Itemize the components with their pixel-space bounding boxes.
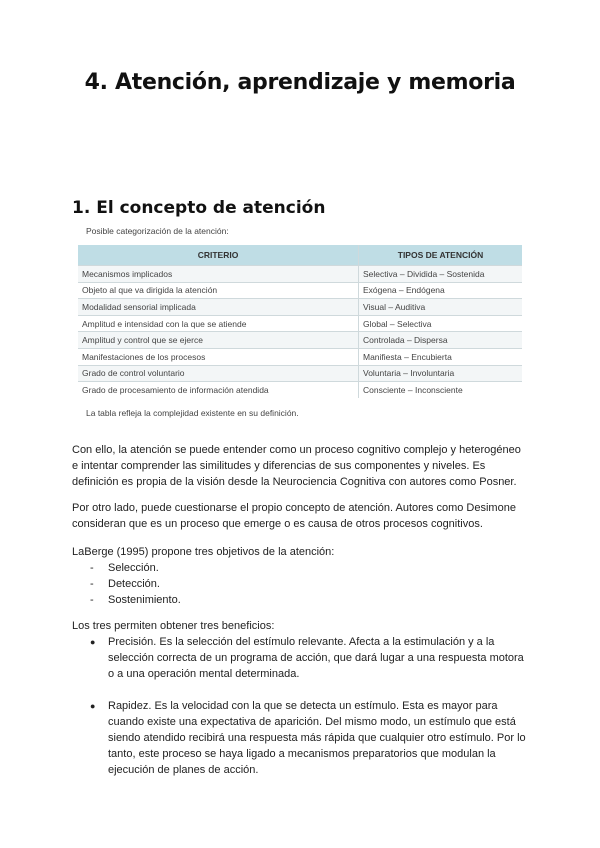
page-title: 4. Atención, aprendizaje y memoria: [84, 70, 516, 95]
tipos-cell: Consciente – Inconsciente: [359, 382, 523, 398]
list-item-text: Rapidez. Es la velocidad con la que se detecta un estímulo. Esta es mayor para cuando existe una expectativa de aparición. Del mismo modo, un estímulo que está siendo atendido recibirá una respuesta más rápida que cualquier otro estímulo. Por lo tanto, este proceso se haya ligado a mecanismos preparatorios que modulan la ejecución de planes de acción.: [108, 700, 526, 776]
objectives-list: [72, 560, 528, 608]
list-item: [72, 698, 528, 778]
table-row: [78, 332, 522, 349]
criterio-cell: Modalidad sensorial implicada: [78, 299, 359, 316]
table-note: La tabla refleja la complejidad existente en su definición.: [86, 408, 299, 418]
tipos-cell: Selectiva – Dividida – Sostenida: [359, 266, 523, 283]
attention-table: [78, 245, 522, 398]
beneficios-section: [72, 618, 528, 778]
table-row: [78, 365, 522, 382]
criterio-cell: Grado de control voluntario: [78, 365, 359, 382]
tipos-cell: Manifiesta – Encubierta: [359, 348, 523, 365]
paragraph-text: Por otro lado, puede cuestionarse el propio concepto de atención. Autores como Desimone consideran que es un proceso que emerge o es causa de otros procesos cognitivos.: [72, 502, 516, 530]
bullet-icon: ●: [90, 637, 96, 647]
criterio-cell: Amplitud e intensidad con la que se atiende: [78, 315, 359, 332]
laberge-section: [72, 544, 528, 608]
tipos-cell: Controlada – Dispersa: [359, 332, 523, 349]
criterio-cell: Mecanismos implicados: [78, 266, 359, 283]
benefits-list: [72, 634, 528, 778]
table-header-row: [78, 245, 522, 266]
section-title: 1. El concepto de atención: [72, 198, 326, 218]
list-item-text: Precisión. Es la selección del estímulo relevante. Afecta a la estimulación y a la selección correcta de un programa de acción, que dará lugar a una respuesta motora o a una operación mental determinada.: [108, 636, 524, 680]
paragraph-text: Con ello, la atención se puede entender como un proceso cognitivo complejo y heterogéneo e intentar comprender las similitudes y diferencias de sus componentes y niveles. Es definición es propia de la visión desde la Neurociencia Cognitiva con autores como Posner.: [72, 444, 521, 488]
tipos-cell: Exógena – Endógena: [359, 282, 523, 299]
table-row: [78, 299, 522, 316]
list-item: [72, 592, 528, 608]
dash-marker: -: [90, 578, 94, 590]
list-item: [72, 560, 528, 576]
paragraph-desimone: [72, 500, 528, 532]
tipos-cell: Global – Selectiva: [359, 315, 523, 332]
table-row: [78, 348, 522, 365]
table-row: [78, 282, 522, 299]
table-row: [78, 266, 522, 283]
table-row: [78, 382, 522, 398]
table-row: [78, 315, 522, 332]
list-item-text: Detección.: [108, 578, 160, 590]
table-caption: Posible categorización de la atención:: [86, 226, 229, 236]
dash-marker: -: [90, 594, 94, 606]
paragraph-posner: [72, 442, 528, 490]
list-item: [72, 634, 528, 682]
tipos-cell: Visual – Auditiva: [359, 299, 523, 316]
column-header-criterio: CRITERIO: [78, 245, 359, 266]
criterio-cell: Grado de procesamiento de información atendida: [78, 382, 359, 398]
criterio-cell: Objeto al que va dirigida la atención: [78, 282, 359, 299]
beneficios-intro: Los tres permiten obtener tres beneficios:: [72, 620, 275, 632]
list-item: [72, 576, 528, 592]
column-header-tipos: TIPOS DE ATENCIÓN: [359, 245, 523, 266]
criterio-cell: Amplitud y control que se ejerce: [78, 332, 359, 349]
laberge-intro: LaBerge (1995) propone tres objetivos de la atención:: [72, 546, 335, 558]
dash-marker: -: [90, 562, 94, 574]
criterio-cell: Manifestaciones de los procesos: [78, 348, 359, 365]
list-item-text: Selección.: [108, 562, 159, 574]
bullet-icon: ●: [90, 701, 96, 711]
list-item-text: Sostenimiento.: [108, 594, 181, 606]
tipos-cell: Voluntaria – Involuntaria: [359, 365, 523, 382]
